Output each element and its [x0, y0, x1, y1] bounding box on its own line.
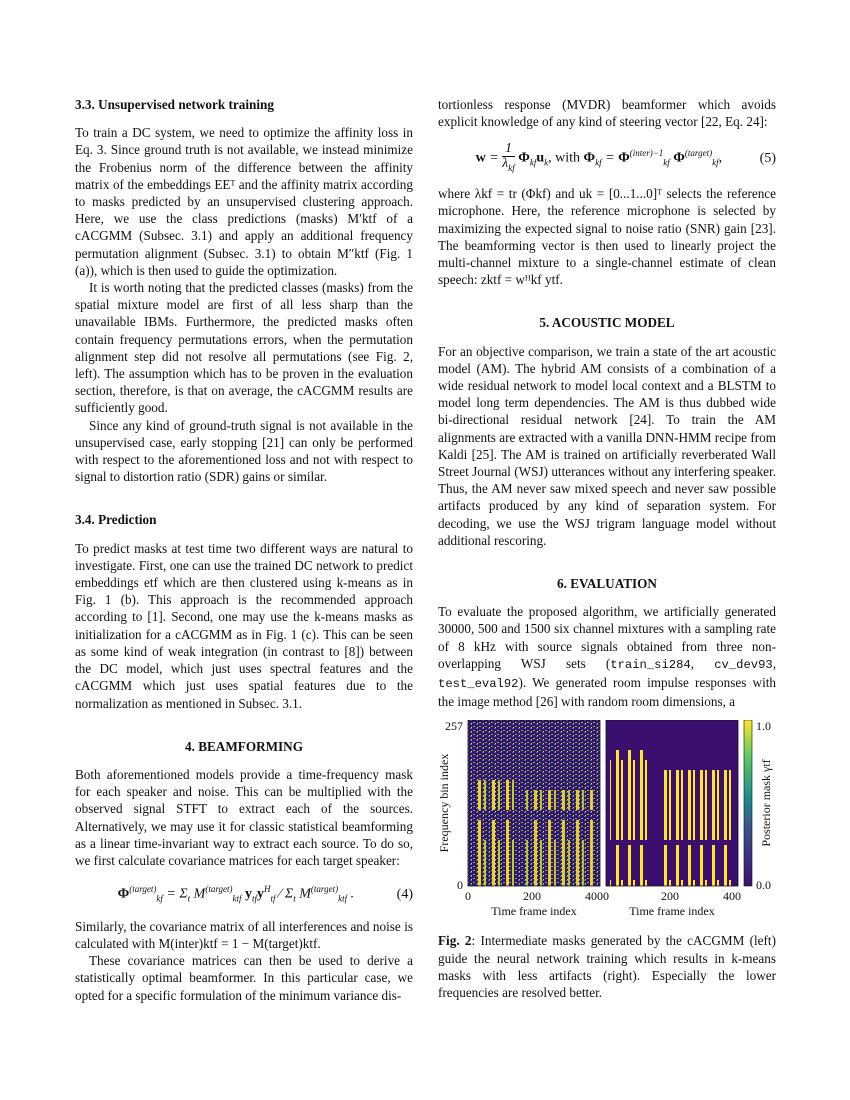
x-tick-left-200: 200: [523, 889, 541, 904]
equation-5-number: (5): [759, 151, 776, 167]
section-3-3-paragraph-2: It is worth noting that the predicted classes (masks) from the spatial mixture model are first of all less sharp than the unavailable IBMs. Furthermore, the predicted masks often contain frequency permutations errors, when the permutation alignment step did not resolve all permutations (see Fig. 2, left). The assumption which has to be proven in the evaluation section, therefore, is that on average, the cACGMM results are sufficiently good.: [75, 280, 413, 416]
right-paragraph-0: tortionless response (MVDR) beamformer which avoids explicit knowledge of any kind of steering vector [22, Eq. 24]:: [438, 97, 776, 130]
section-3-4-paragraph-1: To predict masks at test time two different ways are natural to investigate. First, one can use the trained DC network to predict embeddings etf which are then clustered using k-means as in Fig. 1 (b). This approach is the recommended approach according to [1]. Second, one may use the k-means masks as initialization for a cACGMM as in Fig. 1 (c). This can be seen as some kind of weak integration (in contrast to [8]) between the DC model, which just uses spectral features and the cACGMM which just uses spatial features due to the normalization as mentioned in Subsec. 3.1.: [75, 540, 413, 711]
x-tick-right-400: 400: [723, 889, 741, 904]
left-mask-panel: [468, 720, 600, 886]
x-axis-label-right: Time frame index: [629, 904, 715, 919]
section-3-3-paragraph-1: To train a DC system, we need to optimize the affinity loss in Eq. 3. Since ground truth is not available, we instead minimize the Frobenius norm of the difference between the affinity matrix of the embeddings EEᵀ and the affinity matrix according to masks predicted by an unsupervised clustering approach. Here, we use the class predictions (masks) M′ktf of a cACGMM (Subsec. 3.1) and apply an additional frequency permutation alignment (Subsec. 3.1) to obtain M″ktf (Fig. 1 (a)), which is then used to guide the optimization.: [75, 125, 413, 278]
left-column: [75, 96, 413, 1004]
section-5-title: 5. ACOUSTIC MODEL: [539, 315, 675, 331]
right-mask-panel: [606, 720, 738, 886]
section-3-4-title: 3.4. Prediction: [75, 512, 157, 528]
section-6-paragraph-1: To evaluate the proposed algorithm, we artificially generated 30000, 500 and 1500 six channel mixtures with a sampling rate of 8 kHz with source signals obtained from three non-overlapping WSJ sets (train_si284, cv_dev93, test_eval92). We generated room impulse responses with the image method [26] with random room dimensions, a: [438, 604, 777, 710]
figure-2-caption: Fig. 2: Intermediate masks generated by the cACGMM (left) guide the neural network training which results in k-means masks with less artifacts (right). Especially the lower frequencies are resolved better.: [438, 933, 776, 1001]
section-4-title: 4. BEAMFORMING: [185, 738, 303, 754]
x-tick-left-400: 400: [585, 889, 603, 904]
x-tick-right-200: 200: [661, 889, 679, 904]
dataset-dev: cv_dev93: [714, 657, 773, 672]
y-tick-top: 257: [445, 720, 463, 734]
colorbar-label: Posterior mask γtf: [759, 759, 773, 848]
section-4-paragraph-2: Similarly, the covariance matrix of all interferences and noise is calculated with M(inter)ktf = 1 − M(target)ktf.: [75, 918, 413, 951]
dataset-train: train_si284: [610, 657, 691, 672]
right-paragraph-1: where λkf = tr (Φkf) and uk = [0...1...0]ᵀ selects the reference microphone. Here, the reference microphone is selected by maximizing the expected signal to noise ratio (SNR) gain [23]. The beamforming vector is then used to linearly project the multi-channel mixture to a single-channel estimate of clean speech: zktf = wᴴkf ytf.: [438, 186, 776, 288]
figure-2: [434, 720, 774, 920]
y-tick-bottom: 0: [457, 878, 463, 893]
equation-4: [75, 881, 413, 908]
y-axis-label: Frequency bin index: [437, 754, 451, 853]
section-5-paragraph-1: For an objective comparison, we train a state of the art acoustic model (AM). The hybrid AM consists of a combination of a wide residual network to model local context and a BLSTM to model long term dependencies. The AM is thus dubbed wide bi-directional residual network [24]. To train the AM alignments are extracted with a vanilla DNN-HMM recipe from Kaldi [25]. The AM is trained on artificially reverberated Wall Street Journal (WSJ) utterances without any interfering speaker. Thus, the AM never saw mixed speech and never saw possible artifacts produced by any kind of separation system. For decoding, we use the WSJ trigram language model without additional rescoring.: [438, 343, 776, 548]
x-tick-right-0: 0: [603, 889, 609, 904]
x-axis-label-left: Time frame index: [491, 904, 577, 919]
equation-5-body: w = $\frac{1}{\lambda_{kf}}$ $\Phi_{kf}u_k$, with $\Phi_{kf} = \Phi^{(inter)-1}_{kf}$ $\Phi^{(target)}_{kf}$,: [475, 141, 723, 174]
colorbar: [744, 720, 752, 886]
equation-4-number: (4): [396, 886, 413, 902]
colorbar-bottom-label: 0.0: [756, 878, 771, 893]
section-3-3-paragraph-3: Since any kind of ground-truth signal is not available in the unsupervised case, early stopping [21] can only be performed with respect to the aforementioned loss and not with respect to signal to distortion ratio (SDR) gains or similar.: [75, 417, 413, 485]
x-tick-left-0: 0: [465, 889, 471, 904]
right-column: [438, 96, 776, 1001]
section-6-title: 6. EVALUATION: [557, 576, 657, 592]
colorbar-top-label: 1.0: [756, 720, 771, 734]
section-3-3-title: 3.3. Unsupervised network training: [75, 97, 274, 112]
figure-2-label: Fig. 2: [438, 933, 472, 949]
equation-5: [438, 142, 776, 175]
figure-2-svg: [434, 720, 774, 920]
section-4-paragraph-3: These covariance matrices can then be used to derive a statistically optimal beamformer. In this particular case, we opted for a specific formulation of the minimum variance dis-: [75, 953, 413, 1003]
dataset-test: test_eval92: [438, 677, 519, 692]
section-4-paragraph-1: Both aforementioned models provide a time-frequency mask for each speaker and noise. This can be multiplied with the observed signal STFT to extract each of the sources. Alternatively, we may use it for classic statistical beamforming as a linear time-invariant way to extract each source. To do so, we first calculate covariance matrices for each target speaker:: [75, 766, 413, 868]
equation-4-body: $\Phi^{(target)}_{kf} = \Sigma_t$ $M^{(target)}_{ktf}$ $y_{tf}y^H_{tf}$ ⁄ $\Sigma_t$ $M^{(target)}_{ktf}$ .: [117, 884, 355, 904]
